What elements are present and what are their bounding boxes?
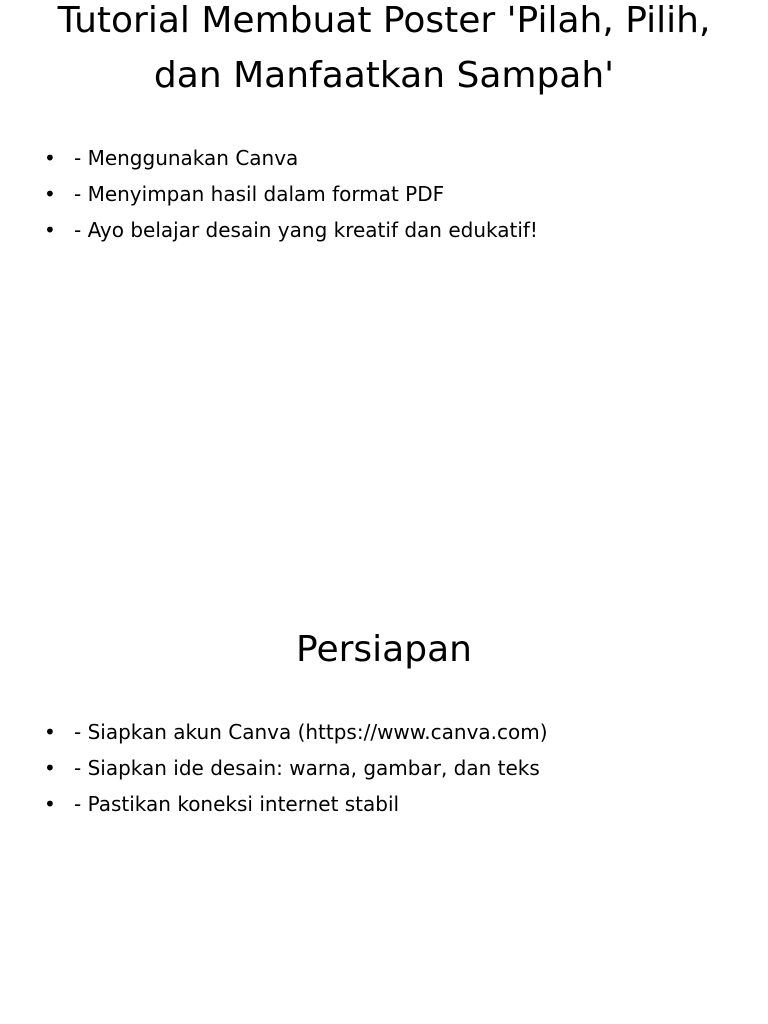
bullet-text: - Menggunakan Canva — [74, 146, 299, 170]
slide-title: Persiapan — [296, 629, 472, 670]
bullet-list — [44, 140, 744, 248]
bullet-item — [44, 140, 744, 176]
bullet-text: - Siapkan ide desain: warna, gambar, dan teks — [74, 756, 540, 780]
bullet-text: - Menyimpan hasil dalam format PDF — [74, 182, 445, 206]
bullet-item — [44, 212, 744, 248]
bullet-icon: • — [44, 756, 56, 780]
bullet-icon: • — [44, 146, 56, 170]
bullet-icon: • — [44, 218, 56, 242]
bullet-item — [44, 176, 744, 212]
bullet-item — [44, 750, 744, 786]
bullet-icon: • — [44, 182, 56, 206]
bullet-text: - Ayo belajar desain yang kreatif dan edukatif! — [74, 218, 538, 242]
bullet-text: - Pastikan koneksi internet stabil — [74, 792, 400, 816]
bullet-icon: • — [44, 720, 56, 744]
bullet-icon: • — [44, 792, 56, 816]
bullet-item — [44, 786, 744, 822]
bullet-item — [44, 714, 744, 750]
bullet-list — [44, 714, 744, 822]
bullet-text: - Siapkan akun Canva (https://www.canva.com) — [74, 720, 548, 744]
slide-title: Tutorial Membuat Poster 'Pilah, Pilih, dan Manfaatkan Sampah' — [57, 0, 711, 96]
slide-2 — [0, 512, 768, 1024]
